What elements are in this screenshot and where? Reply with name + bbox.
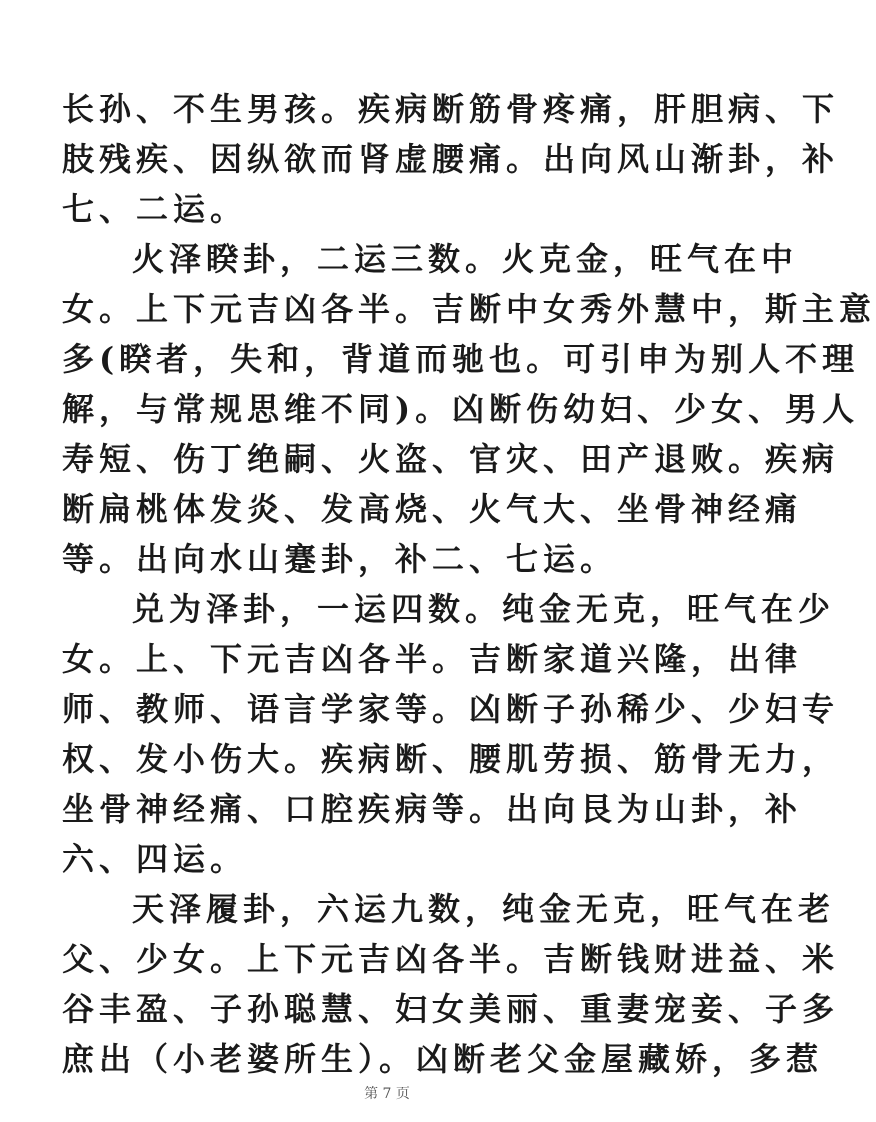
paragraph-start-line: 火泽睽卦，二运三数。火克金，旺气在中: [132, 240, 799, 278]
text-line: 坐骨神经痛、口腔疾病等。出向艮为山卦，补: [62, 790, 803, 828]
text-line: 谷丰盈、子孙聪慧、妇女美丽、重妻宠妾、子多: [62, 990, 840, 1028]
text-line: 父、少女。上下元吉凶各半。吉断钱财进益、米: [62, 940, 840, 978]
paragraph-start-line: 天泽履卦，六运九数，纯金无克，旺气在老: [132, 890, 836, 928]
text-line: 六、四运。: [62, 840, 248, 878]
text-line: 庶出（小老婆所生）。凶断老父金屋藏娇，多惹: [62, 1040, 824, 1078]
body-text: [62, 84, 876, 1084]
text-line: 师、教师、语言学家等。凶断子孙稀少、少妇专: [62, 690, 840, 728]
text-line: 断扁桃体发炎、发高烧、火气大、坐骨神经痛: [62, 490, 803, 528]
text-line: 等。出向水山蹇卦，补二、七运。: [62, 540, 618, 578]
text-line: 长孙、不生男孩。疾病断筋骨疼痛，肝胆病、下: [62, 90, 840, 128]
text-line: 女。上、下元吉凶各半。吉断家道兴隆，出律: [62, 640, 803, 678]
text-line: 七、二运。: [62, 190, 248, 228]
text-line: 肢残疾、因纵欲而肾虚腰痛。出向风山渐卦，补: [62, 140, 840, 178]
text-line: 权、发小伤大。疾病断、腰肌劳损、筋骨无力，: [62, 740, 840, 778]
paragraph-start-line: 兑为泽卦，一运四数。纯金无克，旺气在少: [132, 590, 836, 628]
text-line: 解，与常规思维不同)。凶断伤幼妇、少女、男人: [62, 390, 860, 428]
text-line: 多(睽者，失和，背道而驰也。可引申为别人不理: [62, 340, 860, 378]
text-line: 女。上下元吉凶各半。吉断中女秀外慧中，斯主意: [62, 290, 876, 328]
page-number: 第 7 页: [364, 1086, 410, 1102]
text-line: 寿短、伤丁绝嗣、火盗、官灾、田产退败。疾病: [62, 440, 840, 478]
